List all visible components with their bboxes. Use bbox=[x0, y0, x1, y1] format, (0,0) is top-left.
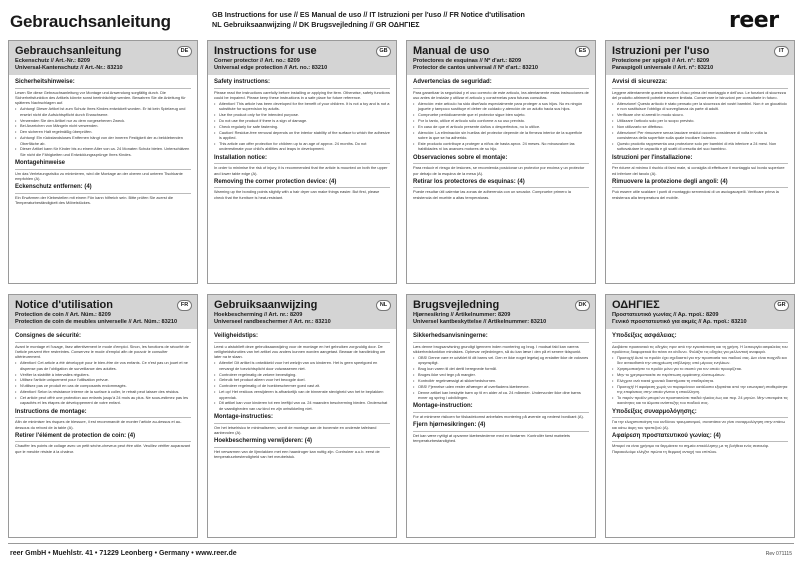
panel-title: Instructions for use bbox=[214, 45, 317, 57]
safety-list bbox=[612, 101, 788, 152]
footer-divider bbox=[8, 543, 794, 544]
installation-text: In order to minimise the risk of injury, it is recommended that the article is mounted on both the upper and lower table edge (A). bbox=[214, 165, 388, 176]
language-badge: GB bbox=[376, 46, 391, 57]
panel-body bbox=[606, 329, 794, 458]
panel-title: Gebrauchsanleitung bbox=[15, 45, 122, 57]
installation-heading: Montagehinweise bbox=[15, 160, 191, 170]
installation-heading: Installation notice: bbox=[214, 155, 390, 165]
safety-item: • Verwenden Sie den Artikel nur zu dem vorgesehenen Zweck. bbox=[15, 118, 191, 123]
language-list bbox=[212, 10, 642, 30]
safety-item: • Μην το χρησιμοποιείτε σε περίπτωση εμφάνισης ελαττωμάτων. bbox=[612, 372, 788, 377]
safety-item: • Achtung! Dieser Artikel ist zum Schutz Ihres Kindes entwickelt worden. Er ist kein Spielzeug und ersetzt nicht die Aufsichtspflicht durch Erwachsene. bbox=[15, 106, 191, 117]
installation-heading: Observaciones sobre el montaje: bbox=[413, 155, 589, 165]
panel-subtitle-product-1: Corner protector // Art. no.: 8209 bbox=[214, 58, 300, 64]
safety-item: • Den sicheren Halt regelmäßig überprüfen. bbox=[15, 129, 191, 134]
installation-text: Για την ελαχιστοποίηση του κινδύνου τραυματισμού, συνιστάται να γίνει συναρμολόγηση στην επάνω και κάτω άκρη του τραπεζιού (A). bbox=[612, 419, 786, 430]
safety-heading: Sikkerhedsanvisningerne: bbox=[413, 333, 589, 343]
removal-heading: Eckenschutz entfernen: (4) bbox=[15, 184, 191, 194]
safety-item: • Attenzione! Questo articolo è stato pensato per la sicurezza dei vostri bambini. Non è un giocattolo e non sostituisce l'obbligo di sorveglianza da parte di adulti. bbox=[612, 101, 788, 112]
safety-item: • Caution! Residue-free removal depends on the interior stability of the surface to which the adhesive is applied. bbox=[214, 130, 390, 141]
installation-text: For at minimere risikoen for tilskadekomst anbefales montering på øverste og nederst bordkant (A). bbox=[413, 413, 584, 419]
language-badge: DK bbox=[575, 300, 590, 311]
safety-item: • Atención: este artículo ha sido diseñado especialmente para proteger a sus hijos. No es ningún juguete y tampoco sustituye el deber de cuidado y atención de un adulto hacia sus hijos. bbox=[413, 101, 589, 112]
panel-subtitle-product-2: Γενικό προστατευτικό για ακμές // Αρ. προϊ.: 83210 bbox=[612, 319, 747, 325]
logo-text: reer bbox=[729, 8, 779, 32]
language-line-1: GB Instructions for use // ES Manual de uso // IT Istruzioni per l'uso // FR Notice d'utilisation bbox=[212, 10, 525, 19]
safety-item: • Controleer regelmatig of de hoekbeschermer goed vast zit. bbox=[214, 383, 390, 388]
safety-item: • Let op! Het restloos verwijderen is afhankelijk van de binnenste stevigheid van het te beplakken oppervlak. bbox=[214, 389, 390, 400]
removal-heading: Retirar los protectores de esquinas: (4) bbox=[413, 179, 589, 189]
panel-header bbox=[9, 41, 197, 75]
safety-heading: Consignes de sécurité: bbox=[15, 333, 191, 343]
safety-item: • Attenzione! Per rimuovere senza lasciare residui occorre considerare di volta in volta la consistenza della superficie sulla quale incollare l'adesivo. bbox=[612, 130, 788, 141]
panel-body bbox=[9, 329, 197, 458]
footer-address: reer GmbH • Muehlstr. 41 • 71229 Leonberg • Germany • www.reer.de bbox=[10, 550, 237, 557]
safety-item: • Dit artikel kan voor kinderen tot een leeftijd van ca. 24 maanden bescherming bieden. Onderschat de vaardigheden van uw kind en zijn ontwikkeling niet. bbox=[214, 400, 390, 411]
panel-subtitle-product-1: Protezione per spigoli // Art. n°: 8209 bbox=[612, 58, 710, 64]
panel-title: ΟΔΗΓΙΕΣ bbox=[612, 299, 660, 311]
panel-subtitle-product-1: Protectores de esquinas // Nº d'art.: 8209 bbox=[413, 58, 522, 64]
safety-intro: Para garantizar la seguridad y el uso correcto de este artículo, lea atentamente estas instrucciones de uso antes de instalar y utilizar el artículo y consérvelas para futuras consultas. bbox=[413, 89, 589, 100]
panel-header bbox=[9, 295, 197, 329]
safety-heading: Avvisi di sicurezza: bbox=[612, 79, 788, 89]
safety-list bbox=[15, 360, 191, 405]
safety-heading: Sicherheitshinweise: bbox=[15, 79, 191, 89]
safety-item: • Το παρόν προϊόν μπορεί να προστατεύσει παιδιά ηλικίας έως και περ. 24 μηνών. Μην υποτιμάτε τις ικανότητες και τα άλματα ανάπτυξης του παιδιού σας. bbox=[612, 395, 788, 406]
safety-heading: Advertencias de seguridad: bbox=[413, 79, 589, 89]
safety-item: • Utilisez l'article uniquement pour l'utilisation prévue. bbox=[15, 377, 191, 382]
panel-header bbox=[208, 41, 396, 75]
removal-text: Det kan være nyttigt at opvarme klæbestederne med en føntørrer. Kontrollér først møbelets temperaturbestandighed. bbox=[413, 432, 570, 444]
safety-list bbox=[413, 355, 589, 400]
language-badge: NL bbox=[376, 300, 391, 311]
removal-heading: Hoekbescherming verwijderen: (4) bbox=[214, 438, 390, 448]
installation-text: Afin de minimiser les risques de blessure, il est recommandé de monter l'article au-dessus et au-dessous du rebord de la table (A). bbox=[15, 419, 182, 430]
page-title: Gebrauchsanleitung bbox=[10, 12, 171, 31]
safety-intro: Avant le montage et l'usage, lisez attentivement le mode d'emploi. Sinon, les fonctions de sécurité de l'article peuvent être restreintes. Conservez le mode d'emploi afin de pouvoir le consulter ultérieurement. bbox=[15, 343, 189, 360]
panel-title: Manual de uso bbox=[413, 45, 490, 57]
safety-item: • Προσοχή! Η αφαίρεση χωρίς να παραμείνουν κατάλοιπα εξαρτάται από την εσωτερική σταθερότητα της επιφάνειας στην οποία γίνεται η επικόλληση. bbox=[612, 384, 788, 395]
safety-list bbox=[214, 360, 390, 411]
panel-subtitle-product-1: Protection de coin // Art. Nüm.: 8209 bbox=[15, 312, 111, 318]
removal-text: Chauffer les points de collage avec un petit sèche-cheveux peut être utile. Veuillez vérifier auparavant que le meuble résiste à la chaleur. bbox=[15, 443, 191, 454]
panel-nl bbox=[207, 294, 397, 538]
safety-item: • Attention! This article has been developed for the benefit of your children. It is not a toy and is not a substitute for supervision by adults. bbox=[214, 101, 390, 112]
safety-item: • Do not use the product if there is a sign of damage. bbox=[214, 118, 390, 123]
safety-item: • Non utilizzarlo se difettoso. bbox=[612, 124, 788, 129]
installation-text: Per ridurre al minimo il rischio di farsi male, si consiglia di effettuare il montaggio sul bordo superiore ed inferiore del tavolo (A). bbox=[612, 165, 785, 176]
panel-subtitle-product-2: Protection de coin de meubles universelle // Art. Nüm.: 83210 bbox=[15, 319, 178, 325]
panel-subtitle-product-2: Universal-Kantenschutz // Art.-Nr.: 83210 bbox=[15, 65, 123, 71]
safety-item: • Dieser Artikel kann für Kinder bis zu einem Alter von ca. 24 Monaten Schutz bieten. Unterschätzen Sie nicht die Fähigkeiten und Entwicklungssprünge Ihres Kindes. bbox=[15, 146, 191, 157]
removal-heading: Fjern hjørnesikringen: (4) bbox=[413, 422, 589, 432]
safety-item: • Verificare che si arresti in modo sicuro. bbox=[612, 112, 788, 117]
panel-dk bbox=[406, 294, 596, 538]
safety-intro: Διαβάστε προσεκτικά τις οδηγίες πριν από την εγκατάσταση και τη χρήση. Η λειτουργία ασφαλείας του προϊόντος διαφορετικά θα πέσει σε κίνδυνο. Φυλάξτε τις οδηγίες για μελλοντική αναφορά. bbox=[612, 343, 788, 354]
safety-item: • Este producto contribuye a proteger a niños de hasta aprox. 24 meses. No minusvalore las habilidades ni los avances motores de su hijo. bbox=[413, 141, 589, 152]
panel-subtitle-product-2: Universal edge protection // Art. no.: 83210 bbox=[214, 65, 328, 71]
removal-text: Μπορεί να είναι χρήσιμο να θερμάνετε τα σημεία επικόλλησης με τη βοήθεια ενός σεσουάρ. Παρακαλούμε ελέγξτε πρώτα τη θερμική αντοχή του επίπλου. bbox=[612, 443, 770, 454]
safety-item: • Check regularly for safe fastening. bbox=[214, 124, 390, 129]
installation-text: Om het letselrisico te minimaliseren, wordt de montage aan de bovenste en onderste tafelrand aanbevolen (A). bbox=[214, 424, 377, 435]
safety-item: • Use the product only for the intended purpose. bbox=[214, 112, 390, 117]
removal-text: Può essere utile scaldare i punti di montaggio servendosi di un asciugacapelli. Verificare prima la resistenza alla temperatura del mobile. bbox=[612, 189, 779, 200]
panel-header bbox=[606, 41, 794, 75]
safety-item: • OBS! Denne vare er udviklet til dit barns vel. Den er ikke noget legetøj og erstatter ikke de voksnes opsynspligt. bbox=[413, 355, 589, 366]
language-badge: DE bbox=[177, 46, 192, 57]
removal-heading: Rimuovere la protezione degli angoli: (4) bbox=[612, 179, 788, 189]
instruction-grid bbox=[8, 40, 794, 540]
safety-list bbox=[15, 106, 191, 157]
installation-heading: Instructions de montage: bbox=[15, 409, 191, 419]
safety-item: • Cet article peut offrir une protection aux enfants jusqu'à 24 mois au plus. Ne sous-estimez pas les capacités et les étapes de développement de votre enfant. bbox=[15, 395, 191, 406]
footer-revision: Rev 071115 bbox=[765, 551, 792, 557]
installation-text: Um das Verletzungsrisiko zu minimieren, wird die Montage an der oberen und unteren Tischkante empfohlen (A). bbox=[15, 170, 183, 181]
installation-heading: Montage-instructies: bbox=[214, 414, 390, 424]
removal-text: Ein Erwärmen der Klebestellen mit einem Fön kann hilfreich sein. Bitte prüfen Sie zuerst die Temperaturbeständigkeit des Möbelstückes. bbox=[15, 194, 174, 205]
safety-item: • Denne artikel kan beskytte børn op til en alder af ca. 24 måneder. Undervurder ikke dine børns evner og spring i udviklingen. bbox=[413, 390, 589, 401]
removal-heading: Retirer l'élément de protection de coin: (4) bbox=[15, 433, 191, 443]
safety-item: • Questo prodotto rappresenta una protezione solo per bambini di età inferiore a 24 mesi. Non sottovalutare le capacità e gli scatti di crescita del suo bambino. bbox=[612, 141, 788, 152]
safety-item: • Achtung! Ein rückstandsloses Entfernen hängt von der inneren Festigkeit der zu bekklebenden Oberfläche ab. bbox=[15, 135, 191, 146]
safety-item: • Bruges ikke ved tegn på mangler. bbox=[413, 372, 589, 377]
safety-item: • Attentie! Dit artikel is ontwikkeld voor het welzijn van uw kinderen. Het is geen speelgoed en vervangt de toezichtsplicht door volwassenen niet. bbox=[214, 360, 390, 371]
panel-header bbox=[606, 295, 794, 329]
panel-body bbox=[208, 329, 396, 463]
safety-item: • Attention! Cet article a été développé pour le bien-être de vos enfants. Ce n'est pas un jouet et ne dispense pas de l'obligation de surveillance des adultes. bbox=[15, 360, 191, 371]
panel-fr bbox=[8, 294, 198, 538]
panel-gr bbox=[605, 294, 795, 538]
safety-item: • Προσοχή! Αυτό το προϊόν έχει σχεδιαστεί για την προστασία του παιδιού σας. Δεν είναι παιχνίδι και δεν αντικαθιστά την υποχρέωση επίβλεψης από μέρους ενηλίκων. bbox=[612, 355, 788, 366]
removal-heading: Αφαίρεση προστατευτικού γωνίας: (4) bbox=[612, 433, 788, 443]
language-badge: FR bbox=[177, 300, 192, 311]
panel-body bbox=[606, 75, 794, 204]
panel-title: Notice d'utilisation bbox=[15, 299, 113, 311]
panel-header bbox=[407, 41, 595, 75]
safety-item: • Χρησιμοποιήστε το προϊόν μόνο για το σκοπό για τον οποίο προορίζεται. bbox=[612, 366, 788, 371]
panel-header bbox=[407, 295, 595, 329]
panel-body bbox=[9, 75, 197, 209]
safety-item: • N'utilisez pas ce produit en cas de composants endommagés. bbox=[15, 383, 191, 388]
safety-item: • Vérifier la stabilité à intervalles réguliers. bbox=[15, 372, 191, 377]
installation-heading: Istruzioni per l'installazione: bbox=[612, 155, 788, 165]
panel-it bbox=[605, 40, 795, 284]
safety-item: • Gebruik het product alleen voor het beoogde doel. bbox=[214, 377, 390, 382]
safety-item: • Attention! Selon la résistance interne de la surface à coller, le retrait peut laisser des résidus. bbox=[15, 389, 191, 394]
safety-item: • En caso de que el artículo presente daños o desperfectos, no lo utilice. bbox=[413, 124, 589, 129]
safety-item: • OBS! Fjernelse uden rester afhænger af overfladens klæbeevne. bbox=[413, 384, 589, 389]
safety-item: • This article can offer protection for children up to an age of approx. 24 months. Do not underestimate your child's abilities and leaps in development. bbox=[214, 141, 390, 152]
removal-text: Warming up the bonding points slightly with a hair dryer can make things easier. But first, please check that the furniture is heat-resistant. bbox=[214, 189, 380, 200]
installation-heading: Montage-instruction: bbox=[413, 403, 589, 413]
panel-subtitle-product-2: Universel kantbeskyttelse // Artikelnummer: 83210 bbox=[413, 319, 547, 325]
panel-body bbox=[208, 75, 396, 204]
language-line-2: NL Gebruiksaanwijzing // DK Brugsvejledning // GR ΟΔΗΓΙΕΣ bbox=[212, 20, 420, 29]
panel-gb bbox=[207, 40, 397, 284]
panel-subtitle-product-1: Hjørnesikring // Artikelnummer: 8209 bbox=[413, 312, 511, 318]
safety-heading: Υποδείξεις ασφάλειας: bbox=[612, 333, 788, 343]
panel-subtitle-product-1: Eckenschutz // Art.-Nr.: 8209 bbox=[15, 58, 91, 64]
safety-item: • Bei Anzeichen von Mängeln nicht verwenden. bbox=[15, 123, 191, 128]
removal-heading: Removing the corner protection device: (4) bbox=[214, 179, 390, 189]
safety-intro: Please read the instructions carefully before installing or applying the item. Otherwise, safety functions could be impaired. Please keep these instructions in a safe place for future reference. bbox=[214, 89, 390, 100]
reer-logo bbox=[728, 6, 794, 32]
panel-subtitle-product-2: Paraspigoli universale // Art. n°: 83210 bbox=[612, 65, 714, 71]
safety-item: • Utilizzare l'articolo solo per lo scopo previsto. bbox=[612, 118, 788, 123]
safety-intro: Leggere attentamente queste istruzioni d'uso prima del montaggio e dell'uso. Le funzioni di sicurezza del prodotto altrimenti potrebbe essere limitata. Conservare le istruzioni per consultarle in futuro. bbox=[612, 89, 786, 100]
removal-text: Puede resultar útil calentar las zonas de adherencia con un secador. Compruebe primero la resistencia del mueble a altas temperaturas. bbox=[413, 189, 571, 200]
safety-heading: Veiligheidstips: bbox=[214, 333, 390, 343]
safety-intro: Lesen Sie diese Gebrauchsanleitung vor Montage und Anwendung sorgfältig durch. Die Sicherheitsfunktion des Artikels könnte sonst beeinträchtigt werden. Bewahren Sie die Anleitung für späteres Nachschlagen auf. bbox=[15, 89, 186, 106]
safety-item: • Controleer regelmatig de zekere bevestiging. bbox=[214, 372, 390, 377]
panel-title: Gebruiksaanwijzing bbox=[214, 299, 318, 311]
panel-subtitle-product-2: Universeel randbeschermer // Art. nr.: 83210 bbox=[214, 319, 331, 325]
safety-item: • Por lo tanto, utilice el artículo sólo conforme a su uso previsto. bbox=[413, 118, 589, 123]
language-badge: ES bbox=[575, 46, 590, 57]
panel-subtitle-product-1: Hoekbescherming // Art. nr.: 8209 bbox=[214, 312, 303, 318]
language-badge: GR bbox=[774, 300, 789, 311]
safety-list bbox=[612, 355, 788, 406]
safety-item: • Atención: La eliminación sin huellas del protector depende de la firmeza interior de la superficie sobre la que se ha adherido. bbox=[413, 130, 589, 141]
safety-heading: Safety instructions: bbox=[214, 79, 390, 89]
removal-text: Het verwarmen van de lijmvlakken met een haardroger kan nuttig zijn. Controleer a.u.b. eerst de temperatuurbestendigheid van het meubelstuk. bbox=[214, 448, 380, 459]
language-badge: IT bbox=[774, 46, 789, 57]
safety-list bbox=[413, 101, 589, 152]
panel-subtitle-product-1: Προστατευτικό γωνίας // Αρ. προϊ.: 8209 bbox=[612, 312, 719, 318]
safety-intro: Læs denne brugsanvisning grundigt igennem inden montering og brug. I modsat fald kan varens sikkerhedsfunktion mindskes. Opbevar vejledningen, så du kan læse i den på et senere tidspunkt. bbox=[413, 343, 582, 354]
safety-item: • Compruebe periódicamente que el protector sigue bien sujeto. bbox=[413, 112, 589, 117]
panel-title: Brugsvejledning bbox=[413, 299, 500, 311]
panel-de bbox=[8, 40, 198, 284]
safety-item: • Ελέγχετε ανά τακτά χρονικά διαστήματα τη σταθερότητα. bbox=[612, 378, 788, 383]
safety-intro: Leest u alstublieft deze gebruiksaanwijzing voor de montage en het gebruiken zorgvuldig door. De veiligheidsfuncties van het artikel zou anders kunnen worden aangetast. Bewaar de handleiding om later na te slaan. bbox=[214, 343, 386, 360]
installation-text: Para reducir el riesgo de lesiones, se recomienda posicionar un protector por encima y un protector por debajo de la esquina de la mesa (A). bbox=[413, 165, 585, 176]
panel-title: Istruzioni per l'uso bbox=[612, 45, 710, 57]
panel-subtitle-product-2: Protector de cantos universal // Nº d'art.: 83210 bbox=[413, 65, 538, 71]
installation-heading: Υποδείξεις συναρμολόγησης: bbox=[612, 409, 788, 419]
panel-body bbox=[407, 329, 595, 447]
safety-item: • Kontrollér regelmæssigt at sikkerhedshornen. bbox=[413, 378, 589, 383]
panel-header bbox=[208, 295, 396, 329]
safety-list bbox=[214, 101, 390, 152]
panel-body bbox=[407, 75, 595, 204]
safety-item: • Brug kun varen til det dertil beregnede formål. bbox=[413, 366, 589, 371]
panel-es bbox=[406, 40, 596, 284]
